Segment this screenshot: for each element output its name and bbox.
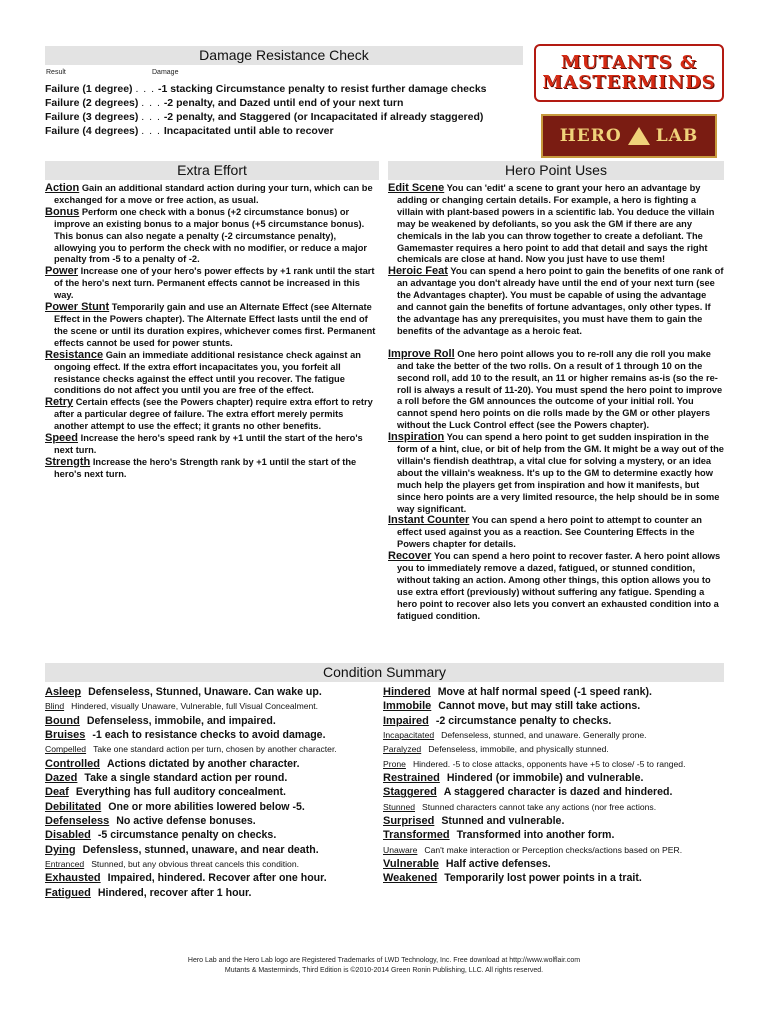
condition-row: [383, 785, 728, 799]
condition-desc: Defenseless, stunned, and unaware. Generally prone.: [441, 730, 647, 741]
extra-effort-term: Bonus: [45, 205, 80, 218]
hero-point-desc: You can spend a hero point to gain the benefits of one rank of an advantage you don't already have until the end of your next turn (see the Advantages chapter). You must be capable of using the advantage and cannot gain the benefits of fortune advantages, only other types. If the advantage has any prerequisites, you must have them to gain the benefits of the advantage as a heroic feat.: [397, 266, 724, 336]
condition-desc: Stunned characters cannot take any actions (nor free actions.: [422, 801, 657, 812]
extra-effort-desc: Gain an immediate additional resistance check against an ongoing effect. If the extra effort incapacitates you, you forfeit all resistance checks against the effect until you recover. The fatigue conditions do not affect you until you are free of the effect.: [54, 349, 361, 396]
damage-dots: . . .: [141, 97, 161, 109]
condition-term: Bound: [45, 714, 80, 727]
condition-desc: Take a single standard action per round.: [84, 772, 288, 785]
extra-effort-term: Strength: [45, 455, 91, 468]
extra-effort-item: [45, 266, 379, 302]
hero-point-item: [388, 551, 724, 622]
hero-lab-logo: [541, 114, 717, 158]
damage-table: [45, 82, 530, 138]
hero-point-desc: You can 'edit' a scene to grant your hero an advantage by adding or changing certain details. For example, a hero is fighting a villain with plant-based powers in a scientific lab. You deduce the villain may be weakened by defoliants, so you ask the GM if there are any chemicals in the lab you can throw together to create a defoliant. The Gamemaster requires a hero point to add that detail and says the right chemicals are close at hand. Now you just have to use them!: [397, 183, 715, 265]
condition-term: Controlled: [45, 757, 100, 770]
condition-row: [45, 814, 381, 828]
condition-row: [383, 771, 728, 785]
hero-point-term: Recover: [388, 550, 432, 563]
damage-col-damage: Damage: [152, 69, 179, 76]
hero-point-term: Inspiration: [388, 431, 445, 444]
damage-effect: Incapacitated until able to recover: [163, 125, 334, 137]
condition-term: Fatigued: [45, 886, 91, 899]
hero-point-desc: You can spend a hero point to get sudden inspiration in the form of a hint, clue, or bit of help from the GM. It might be a way out of the villain's fiendish deathtrap, a vital clue for solving a mystery, or an idea about the villain's weakness. It's up to the GM to determine exactly how much help the players get from inspiration and how it manifests, but since hero points are a very limited resource, the help should be in some way significant.: [397, 432, 724, 514]
condition-term: Surprised: [383, 815, 435, 828]
logo-hl-right: LAB: [655, 126, 699, 146]
condition-row: [45, 843, 381, 857]
condition-desc: Take one standard action per turn, chosen by another character.: [93, 744, 337, 755]
condition-term: Vulnerable: [383, 858, 439, 871]
hero-point-term: Heroic Feat: [388, 265, 448, 278]
extra-effort-term: Power: [45, 265, 79, 278]
condition-row: [383, 843, 728, 857]
extra-effort-desc: Perform one check with a bonus (+2 circumstance bonus) or improve an existing bonus to a major bonus (+5 circumstance bonus). This bonus can also negate a penalty (-2 circumstance penalty), allowying you to perform the check with no modifier, or reduce a major penalty from -5 to a penalty of -2.: [54, 206, 368, 265]
condition-term: Stunned: [383, 801, 416, 812]
extra-effort-item: [45, 183, 379, 207]
condition-desc: No active defense bonuses.: [116, 815, 256, 828]
condition-desc: Defenseless, immobile, and physically stunned.: [428, 744, 609, 755]
hero-point-desc: One hero point allows you to re-roll any die roll you make and take the better of the two rolls. On a result of 1 through 10 on the second roll, add 10 to the result, an 11 or higher remains as-is (so the re-roll is always a result of 11-20). You must spend the hero point to improve a roll before the GM announces the outcome of your initial roll. You cannot spend hero points on die rolls made by the GM or other players without the Luck Control effect (see the Powers chapter).: [397, 348, 723, 431]
footer-line2: Mutants & Masterminds, Third Edition is ©2010-2014 Green Ronin Publishing, LLC. All rights reserved.: [224, 967, 544, 974]
condition-term: Dazed: [45, 772, 78, 785]
hero-point-term: Instant Counter: [388, 514, 470, 527]
condition-desc: Hindered. -5 to close attacks, opponents have +5 to close/ -5 to ranged.: [412, 758, 686, 769]
condition-row: [383, 757, 728, 771]
damage-row: [45, 96, 530, 110]
condition-desc: Everything has full auditory concealment.: [75, 786, 287, 799]
condition-row: [45, 886, 381, 900]
hero-point-item: [388, 183, 724, 266]
hero-point-term: Improve Roll: [388, 347, 455, 360]
extra-effort-term: Resistance: [45, 348, 104, 361]
condition-term: Impaired: [383, 714, 429, 727]
condition-desc: Defensless, stunned, unaware, and near death.: [82, 843, 319, 856]
condition-term: Immobile: [383, 700, 432, 713]
extra-effort-term: Action: [45, 182, 80, 194]
conditions-title: Condition Summary: [45, 663, 724, 682]
condition-row: [383, 857, 728, 871]
condition-row: [45, 714, 381, 728]
extra-effort-desc: Certain effects (see the Powers chapter) require extra effort to retry after a particular degree of failure. The extra effort merely permits another attempt to use the effect; it grants no other benefits.: [54, 397, 373, 432]
damage-effect: -2 penalty, and Dazed until end of your next turn: [163, 97, 404, 109]
condition-term: Transformed: [383, 829, 450, 842]
extra-effort-title: Extra Effort: [45, 161, 379, 180]
extra-effort-item: [45, 207, 379, 267]
condition-term: Prone: [383, 758, 406, 769]
extra-effort-item: [45, 397, 379, 433]
condition-term: Unaware: [383, 844, 418, 855]
hero-point-item: [388, 515, 724, 551]
damage-dots: . . .: [135, 83, 156, 95]
logo-hl-left: HERO: [559, 126, 622, 146]
condition-row: [383, 814, 728, 828]
condition-term: Restrained: [383, 772, 440, 785]
condition-desc: Actions dictated by another character.: [107, 757, 300, 770]
damage-dots: . . .: [141, 125, 161, 137]
condition-term: Incapacitated: [383, 730, 435, 741]
condition-row: [383, 871, 728, 885]
hero-point-item: [388, 266, 724, 337]
condition-desc: Half active defenses.: [445, 858, 551, 871]
damage-row: [45, 110, 530, 124]
footer: [40, 956, 728, 976]
extra-effort-item: [45, 433, 379, 457]
extra-effort-item: [45, 457, 379, 481]
extra-effort-desc: Increase one of your hero's power effects by +1 rank until the start of the hero's next turn. Permanent effects cannot be increased in this way.: [54, 266, 375, 301]
condition-term: Weakened: [383, 872, 438, 885]
extra-effort-desc: Increase the hero's Strength rank by +1 until the start of the hero's next turn.: [54, 456, 357, 479]
condition-row: [45, 728, 381, 742]
triangle-icon: [628, 127, 650, 145]
condition-row: [383, 714, 728, 728]
condition-term: Staggered: [383, 786, 437, 799]
condition-row: [45, 828, 381, 842]
condition-desc: Defenseless, Stunned, Unaware. Can wake up.: [88, 686, 322, 698]
mutants-masterminds-logo: [534, 44, 724, 102]
hero-point-term: Edit Scene: [388, 182, 445, 194]
hero-point-desc: You can spend a hero point to recover faster. A hero point allows you to immediately remove a dazed, fatigued, or stunned condition, without taking an action. Among other things, this option allows you to use extra effort (previously) without suffering any fatigue. Spending a hero point to recover also lets you convert an exhausted condition into a fatigued condition.: [397, 551, 721, 621]
condition-row: [383, 699, 728, 713]
damage-row: [45, 124, 530, 138]
extra-effort-list: [45, 183, 379, 481]
condition-desc: Hindered, visually Unaware, Vulnerable, full Visual Concealment.: [71, 701, 319, 712]
condition-term: Disabled: [45, 829, 91, 842]
condition-desc: Stunned, but any obvious threat cancels this condition.: [91, 859, 300, 870]
condition-row: [383, 685, 728, 699]
condition-desc: Transformed into another form.: [456, 829, 615, 842]
condition-row: [45, 742, 381, 756]
condition-row: [383, 728, 728, 742]
condition-row: [45, 771, 381, 785]
extra-effort-term: Retry: [45, 396, 74, 409]
damage-effect: -2 penalty, and Staggered (or Incapacitated if already staggered): [163, 111, 484, 123]
condition-desc: Temporarily lost power points in a trait.: [444, 872, 642, 885]
conditions-right: [383, 685, 728, 886]
damage-effect: -1 stacking Circumstance penalty to resist further damage checks: [157, 83, 487, 95]
logo-mm-line1: MUTANTS &: [560, 52, 698, 73]
condition-row: [45, 699, 381, 713]
damage-result: Failure (2 degrees): [45, 97, 139, 109]
condition-term: Exhausted: [45, 872, 101, 885]
condition-desc: Can't make interaction or Perception checks/actions based on PER.: [424, 844, 683, 855]
condition-desc: Defenseless, immobile, and impaired.: [86, 714, 276, 727]
condition-row: [45, 871, 381, 885]
condition-desc: Impaired, hindered. Recover after one hour.: [107, 872, 327, 885]
condition-row: [45, 685, 381, 699]
condition-row: [45, 757, 381, 771]
extra-effort-desc: Gain an additional standard action during your turn, which can be exchanged for a move or free action, as usual.: [54, 183, 373, 205]
footer-line1: Hero Lab and the Hero Lab logo are Registered Trademarks of LWD Technology, Inc. Free download at http://www.wolflair.com: [187, 957, 581, 964]
condition-term: Deaf: [45, 786, 69, 799]
extra-effort-desc: Temporarily gain and use an Alternate Effect (see Alternate Effect in the Powers chapter). The Alternate Effect lasts until the end of the scene or until its duration expires, whichever comes first. Permanent effects cannot be used for power stunts.: [54, 302, 376, 348]
condition-term: Defenseless: [45, 815, 110, 828]
condition-term: Asleep: [45, 686, 82, 698]
damage-row: [45, 82, 530, 96]
hero-points-list: [388, 183, 724, 623]
condition-desc: Cannot move, but may still take actions.: [438, 700, 641, 713]
condition-row: [383, 742, 728, 756]
logo-mm-line2: MASTERMINDS: [542, 72, 716, 93]
condition-term: Dying: [45, 843, 76, 856]
hero-point-item: [388, 432, 724, 515]
extra-effort-item: [45, 350, 379, 398]
hero-points-title: Hero Point Uses: [388, 161, 724, 180]
condition-term: Paralyzed: [383, 744, 422, 755]
condition-row: [383, 800, 728, 814]
condition-row: [45, 857, 381, 871]
condition-desc: A staggered character is dazed and hindered.: [443, 786, 673, 799]
condition-desc: Hindered (or immobile) and vulnerable.: [446, 772, 644, 785]
condition-desc: Hindered, recover after 1 hour.: [97, 886, 252, 899]
condition-desc: -2 circumstance penalty to checks.: [435, 714, 612, 727]
condition-row: [45, 800, 381, 814]
damage-dots: . . .: [141, 111, 161, 123]
extra-effort-desc: Increase the hero's speed rank by +1 until the start of the hero's next turn.: [54, 433, 363, 455]
extra-effort-term: Power Stunt: [45, 301, 110, 314]
condition-desc: -1 each to resistance checks to avoid damage.: [92, 729, 326, 742]
conditions-left: [45, 685, 381, 900]
extra-effort-term: Speed: [45, 432, 79, 445]
condition-term: Bruises: [45, 729, 86, 742]
condition-desc: Stunned and vulnerable.: [441, 815, 565, 828]
hero-point-item: [388, 349, 724, 432]
damage-section-title: Damage Resistance Check: [45, 46, 523, 65]
condition-term: Hindered: [383, 686, 431, 698]
extra-effort-item: [45, 302, 379, 350]
damage-result: Failure (3 degrees): [45, 111, 139, 123]
condition-term: Blind: [45, 701, 65, 712]
condition-desc: One or more abilities lowered below -5.: [108, 800, 305, 813]
condition-term: Compelled: [45, 744, 87, 755]
damage-col-result: Result: [46, 69, 66, 76]
condition-row: [383, 828, 728, 842]
damage-result: Failure (4 degrees): [45, 125, 139, 137]
damage-result: Failure (1 degree): [45, 83, 133, 95]
hero-point-desc: You can spend a hero point to attempt to counter an effect used against you as a reaction. See Countering Effects in the Powers chapter for details.: [397, 515, 702, 550]
condition-term: Debilitated: [45, 800, 102, 813]
condition-row: [45, 785, 381, 799]
condition-term: Entranced: [45, 859, 85, 870]
condition-desc: -5 circumstance penalty on checks.: [97, 829, 277, 842]
condition-desc: Move at half normal speed (-1 speed rank).: [437, 686, 652, 698]
